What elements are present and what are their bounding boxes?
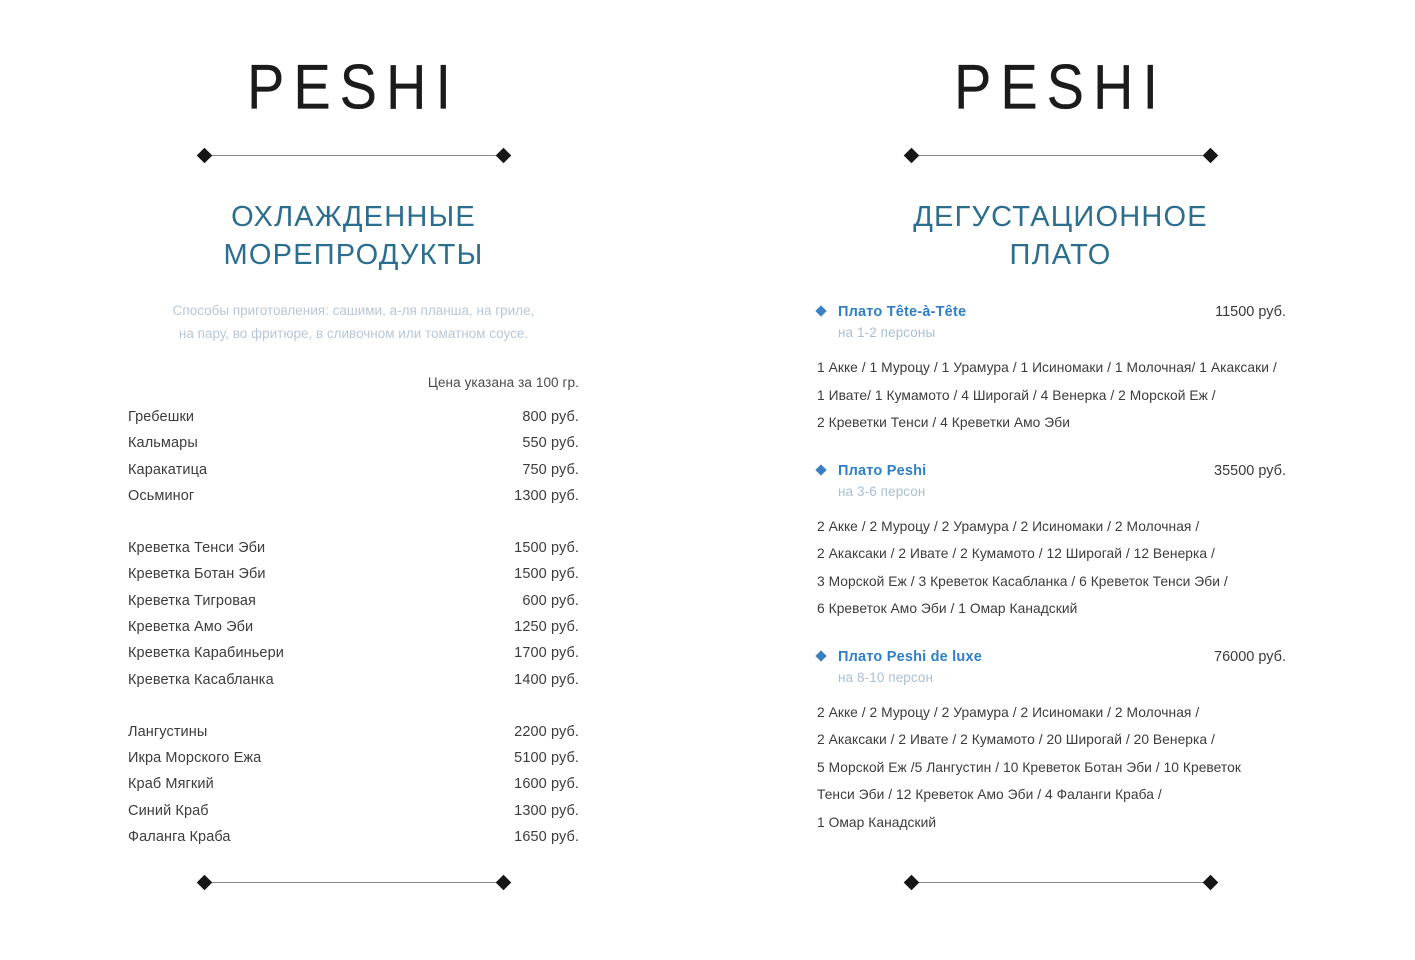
section-title-left [0, 199, 707, 274]
divider-bottom-left [199, 877, 509, 888]
plateau-item [817, 304, 1286, 437]
price-row [128, 798, 579, 824]
price-group-gap [128, 693, 579, 719]
per-weight-note: Цена указана за 100 гр. [427, 374, 579, 390]
plateau-list [707, 304, 1414, 836]
section-title-right [707, 199, 1414, 274]
plateau-price: 76000 руб. [1214, 648, 1286, 665]
menu-item-name: Каракатица [128, 461, 208, 478]
price-row [128, 771, 579, 797]
menu-item-name: Креветка Карабиньери [128, 645, 284, 662]
menu-item-price: 1300 руб. [514, 802, 579, 819]
plateau-composition-line: 2 Акаксаки / 2 Ивате / 2 Кумамото / 12 Широгай / 12 Венерка / [817, 546, 1215, 562]
price-row [128, 719, 579, 745]
price-list-groups [128, 404, 579, 850]
brand-wordmark-right: PESHI [953, 51, 1168, 123]
plateau-composition-line: 1 Ивате/ 1 Кумамото / 4 Широгай / 4 Венерка / 2 Морской Еж / [817, 387, 1216, 403]
plateau-header [817, 649, 1286, 665]
menu-item-name: Лангустины [128, 723, 208, 740]
price-row [128, 745, 579, 771]
price-row [128, 640, 579, 666]
plateau-composition-line: 2 Акке / 2 Муроцу / 2 Урамура / 2 Исиномаки / 2 Молочная / [817, 518, 1200, 534]
plateau-header-left [817, 304, 966, 320]
menu-item-name: Креветка Амо Эби [128, 618, 254, 635]
menu-item-name: Синий Краб [128, 802, 209, 819]
divider-line [210, 882, 498, 883]
menu-page-right [707, 0, 1414, 960]
price-row [128, 588, 579, 614]
menu-item-price: 800 руб. [522, 408, 579, 425]
menu-item-price: 1600 руб. [514, 776, 579, 793]
menu-item-name: Креветка Тенси Эби [128, 540, 266, 557]
plateau-composition-line: 2 Акаксаки / 2 Ивате / 2 Кумамото / 20 Широгай / 20 Венерка / [817, 732, 1215, 748]
menu-item-price: 5100 руб. [514, 750, 579, 767]
price-row [128, 824, 579, 850]
plateau-composition-line: 2 Креветки Тенси / 4 Креветки Амо Эби [817, 415, 1070, 431]
menu-item-price: 1300 руб. [514, 487, 579, 504]
price-group [128, 719, 579, 850]
menu-item-name: Краб Мягкий [128, 776, 214, 793]
plateau-composition-line: 5 Морской Еж /5 Лангустин / 10 Креветок Ботан Эби / 10 Креветок [817, 759, 1241, 775]
diamond-icon [495, 875, 511, 891]
price-row [128, 430, 579, 456]
section-title-line-2: ПЛАТО [1009, 238, 1112, 271]
plateau-header-left [817, 463, 926, 479]
menu-item-name: Кальмары [128, 435, 198, 452]
diamond-icon [1202, 875, 1218, 891]
price-row [128, 483, 579, 509]
price-row [128, 457, 579, 483]
menu-item-price: 1700 руб. [514, 645, 579, 662]
divider-line [917, 155, 1205, 156]
menu-item-name: Фаланга Краба [128, 829, 231, 846]
menu-item-price: 1500 руб. [514, 540, 579, 557]
menu-item-name: Осьминог [128, 487, 195, 504]
menu-item-name: Икра Морского Ежа [128, 750, 262, 767]
preparation-note [0, 300, 707, 345]
diamond-icon [495, 148, 511, 164]
preparation-note-line-1: Способы приготовления: сашими, а-ля планша, на гриле, [172, 303, 535, 319]
diamond-icon [1202, 148, 1218, 164]
price-row [128, 667, 579, 693]
plateau-item [817, 649, 1286, 837]
menu-item-name: Гребешки [128, 408, 195, 425]
plateau-composition-line: 3 Морской Еж / 3 Креветок Касабланка / 6 Креветок Тенси Эби / [817, 573, 1228, 589]
section-title-line-1: ДЕГУСТАЦИОННОЕ [913, 201, 1208, 233]
section-title-line-2: МОРЕПРОДУКТЫ [223, 238, 484, 271]
plateau-composition-line: 1 Омар Канадский [817, 814, 937, 830]
price-row [128, 614, 579, 640]
plateau-composition-line: 2 Акке / 2 Муроцу / 2 Урамура / 2 Исиномаки / 2 Молочная / [817, 704, 1200, 720]
divider-top-left [199, 150, 509, 161]
divider-bottom-right [906, 877, 1216, 888]
price-list [0, 375, 707, 850]
brand-wordmark-left: PESHI [246, 51, 461, 123]
plateau-header [817, 304, 1286, 320]
plateau-persons: на 3-6 персон [838, 483, 926, 499]
plateau-persons: на 8-10 персон [838, 669, 934, 685]
price-group [128, 535, 579, 693]
diamond-bullet-icon [815, 650, 826, 661]
price-row [128, 535, 579, 561]
diamond-bullet-icon [815, 464, 826, 475]
plateau-composition-line: Тенси Эби / 12 Креветок Амо Эби / 4 Фаланги Краба / [817, 787, 1162, 803]
divider-line [917, 882, 1205, 883]
diamond-icon [903, 148, 919, 164]
menu-item-price: 750 руб. [522, 461, 579, 478]
plateau-name: Плато Peshi de luxe [838, 648, 982, 665]
menu-item-name: Креветка Ботан Эби [128, 566, 266, 583]
plateau-header [817, 463, 1286, 479]
plateau-name: Плато Tête-à-Tête [838, 304, 967, 321]
menu-item-price: 1500 руб. [514, 566, 579, 583]
plateau-persons: на 1-2 персоны [838, 325, 936, 341]
plateau-composition [817, 354, 1286, 437]
menu-item-price: 1250 руб. [514, 618, 579, 635]
plateau-item [817, 463, 1286, 623]
divider-top-right [906, 150, 1216, 161]
menu-item-price: 1400 руб. [514, 671, 579, 688]
section-title-line-1: ОХЛАЖДЕННЫЕ [231, 201, 476, 233]
preparation-note-line-2: на пару, во фритюре, в сливочном или томатном соусе. [178, 325, 529, 341]
plateau-price: 11500 руб. [1215, 304, 1286, 321]
price-group [128, 404, 579, 509]
plateau-composition [817, 699, 1286, 837]
price-group-gap [128, 509, 579, 535]
price-row [128, 404, 579, 430]
menu-item-name: Креветка Тигровая [128, 592, 256, 609]
plateau-name: Плато Peshi [838, 462, 927, 479]
menu-item-price: 600 руб. [522, 592, 579, 609]
menu-item-price: 2200 руб. [514, 723, 579, 740]
diamond-bullet-icon [815, 306, 826, 317]
plateau-composition [817, 513, 1286, 623]
plateau-composition-line: 6 Креветок Амо Эби / 1 Омар Канадский [817, 601, 1078, 617]
diamond-icon [196, 148, 212, 164]
menu-item-price: 550 руб. [522, 435, 579, 452]
divider-bottom-left-holder [0, 877, 707, 888]
plateau-header-left [817, 649, 982, 665]
plateau-price: 35500 руб. [1214, 462, 1286, 479]
divider-bottom-right-holder [707, 877, 1414, 888]
menu-page-left [0, 0, 707, 960]
price-row [128, 561, 579, 587]
menu-item-name: Креветка Касабланка [128, 671, 274, 688]
menu-item-price: 1650 руб. [514, 829, 579, 846]
divider-line [210, 155, 498, 156]
diamond-icon [903, 875, 919, 891]
plateau-composition-line: 1 Акке / 1 Муроцу / 1 Урамура / 1 Исиномаки / 1 Молочная/ 1 Акаксаки / [817, 360, 1277, 376]
diamond-icon [196, 875, 212, 891]
